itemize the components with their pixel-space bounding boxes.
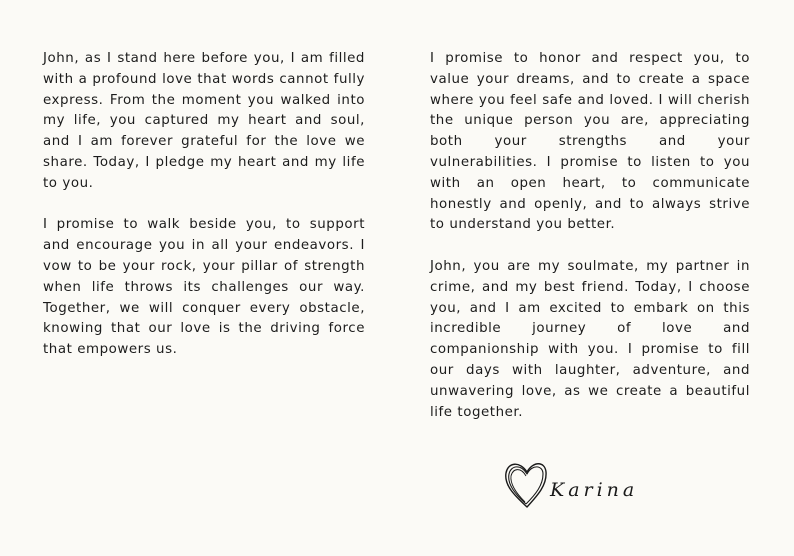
vow-left-column <box>43 49 365 361</box>
vow-paragraph: I promise to walk beside you, to support and encourage you in all your endeavors. I vow to be your rock, your pillar of strength when life throws its challenges our way. Together, we will conquer every obstacle, knowing that our love is the driving force that empowers us. <box>43 217 365 358</box>
vow-paragraph: I promise to honor and respect you, to value your dreams, and to create a space where you feel safe and loved. I will cherish the unique person you are, appreciating both your strengths and your vulnerabilities. I promise to listen to you with an open heart, to communicate honestly and openly, and to always strive to understand you better. <box>430 51 750 233</box>
vow-right-column <box>430 49 750 423</box>
vow-paragraph: John, you are my soulmate, my partner in crime, and my best friend. Today, I choose you, and I am excited to embark on this incredible journey of love and companionship with you. I promise to fill our days with laughter, adventure, and unwavering love, as we create a beautiful life together. <box>430 258 750 420</box>
signature-name: Karina <box>550 479 639 501</box>
vow-paragraph: John, as I stand here before you, I am filled with a profound love that words cannot fully express. From the moment you walked into my life, you captured my heart and soul, and I am forever grateful for the love we share. Today, I pledge my heart and my life to you. <box>43 51 365 191</box>
signature <box>500 455 660 525</box>
